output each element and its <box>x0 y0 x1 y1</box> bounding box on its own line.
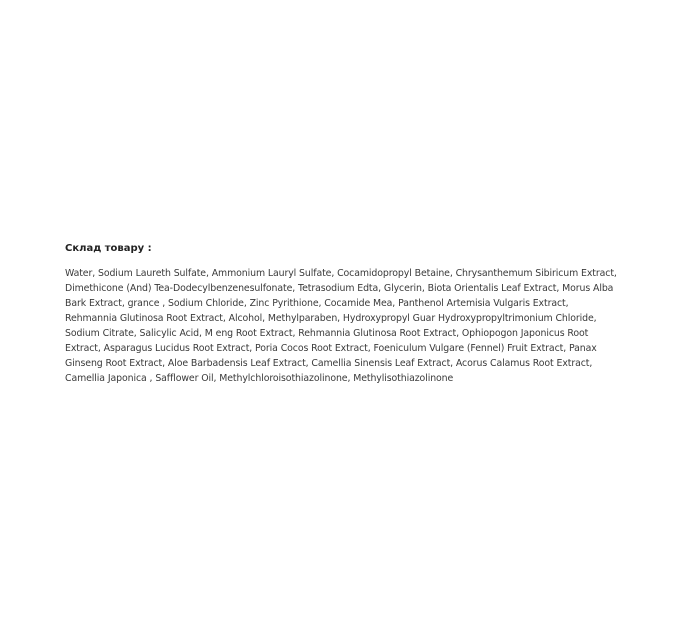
composition-section <box>65 242 621 386</box>
composition-heading: Склад товару : <box>65 243 152 254</box>
ingredients-text: Water, Sodium Laureth Sulfate, Ammonium Lauryl Sulfate, Cocamidopropyl Betaine, Chrysanthemum Sibiricum Extract, Dimethicone (And) Tea-Dodecylbenzenesulfonate, Tetrasodium Edta, Glycerin, Biota Orientalis Leaf Extract, Morus Alba Bark Extract, grance , Sodium Chloride, Zinc Pyrithione, Cocamide Mea, Panthenol Artemisia Vulgaris Extract, Rehmannia Glutinosa Root Extract, Alcohol, Methylparaben, Hydroxypropyl Guar Hydroxypropyltrimonium Chloride, Sodium Citrate, Salicylic Acid, M eng Root Extract, Rehmannia Glutinosa Root Extract, Ophiopogon Japonicus Root Extract, Asparagus Lucidus Root Extract, Poria Cocos Root Extract, Foeniculum Vulgare (Fennel) Fruit Extract, Panax Ginseng Root Extract, Aloe Barbadensis Leaf Extract, Camellia Sinensis Leaf Extract, Acorus Calamus Root Extract, Camellia Japonica , Safflower Oil, Methylchloroisothiazolinone, Methylisothiazolinone <box>65 268 617 384</box>
